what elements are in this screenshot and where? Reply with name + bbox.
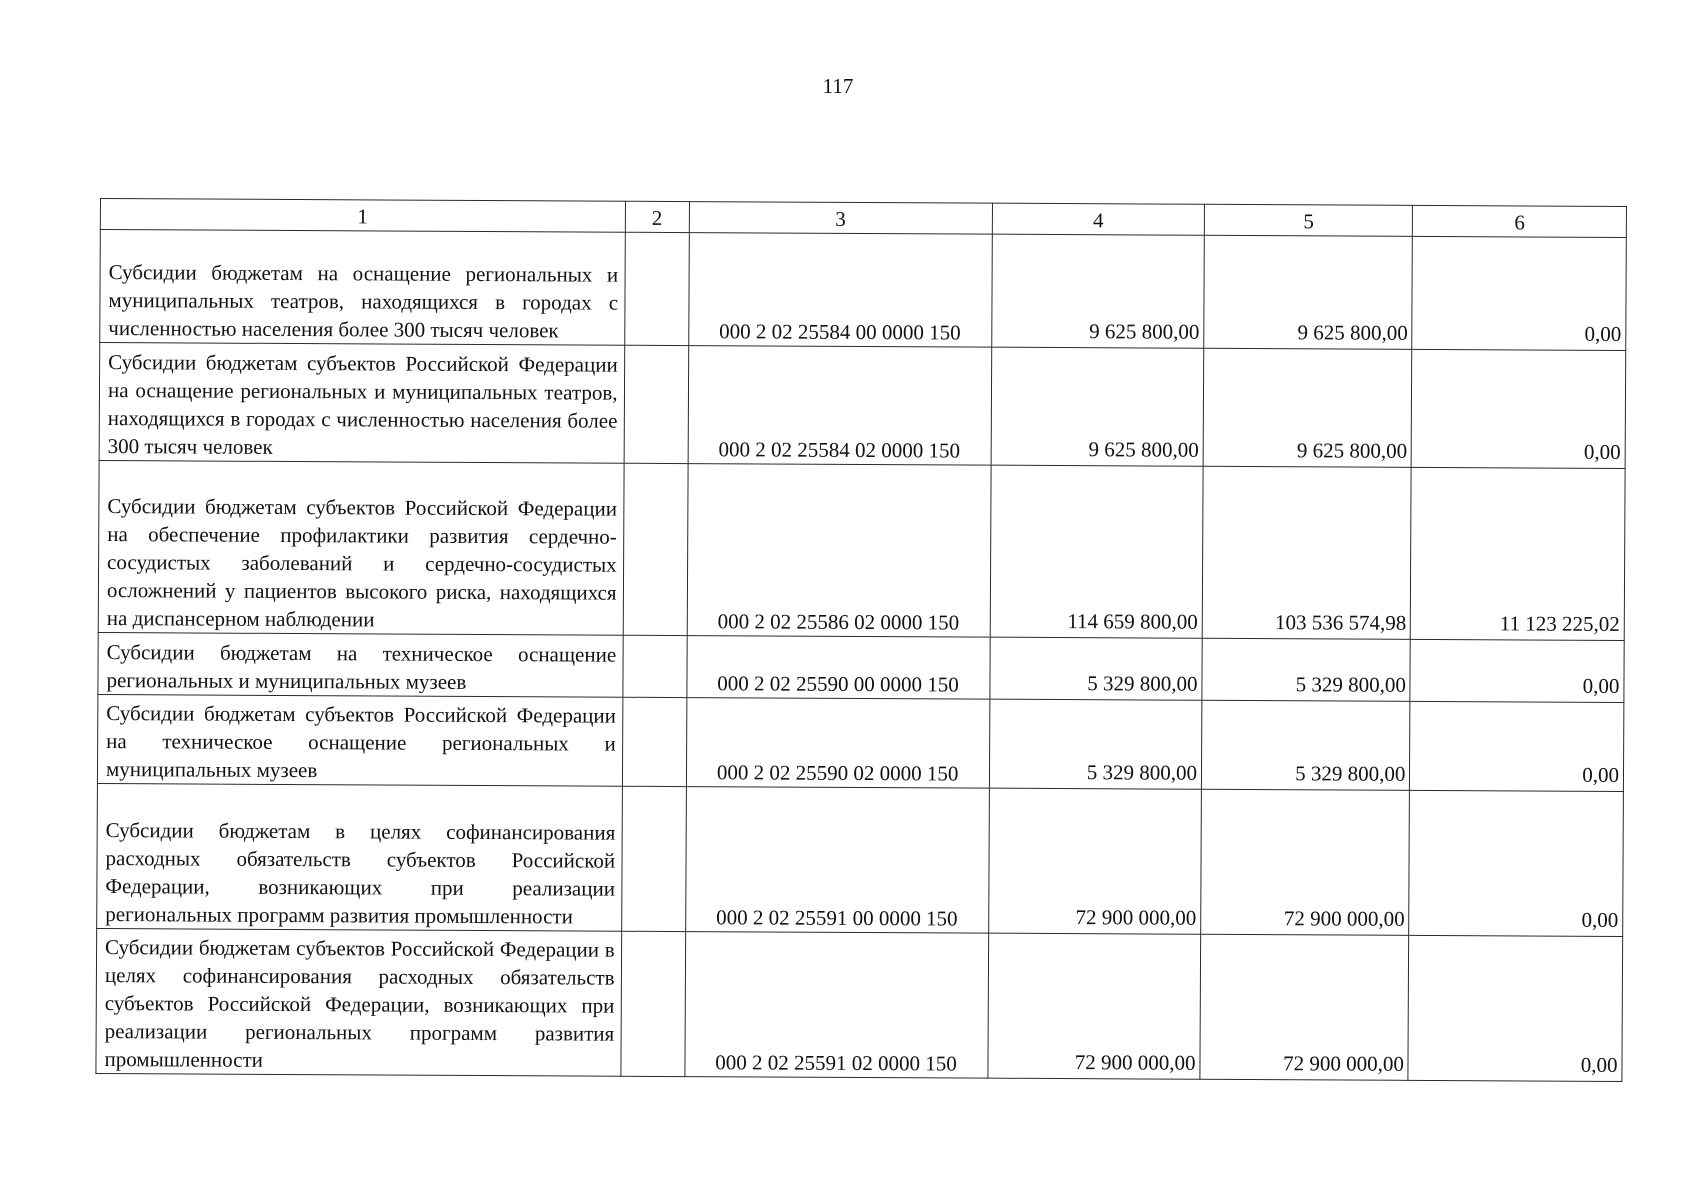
row-col2 (624, 345, 689, 463)
row-col6: 0,00 (1412, 349, 1626, 468)
row-name: Субсидии бюджетам на техническое оснащение региональных и муниципальных музеев (98, 632, 623, 697)
row-col2 (623, 463, 688, 635)
row-col2 (624, 232, 689, 345)
budget-table (95, 198, 1627, 1082)
row-code: 000 2 02 25584 00 0000 150 (688, 233, 992, 348)
row-col5: 9 625 800,00 (1203, 348, 1412, 467)
row-col6: 0,00 (1412, 236, 1626, 350)
table-row (98, 460, 1625, 640)
row-name: Субсидии бюджетам на оснащение региональных и муниципальных театров, находящихся в городах с численностью населения более 300 тысяч человек (100, 230, 625, 346)
row-code: 000 2 02 25584 02 0000 150 (688, 346, 992, 466)
row-code: 000 2 02 25590 00 0000 150 (687, 636, 990, 700)
column-header-6: 6 (1413, 205, 1627, 237)
row-col2 (622, 697, 687, 786)
row-code: 000 2 02 25591 00 0000 150 (685, 787, 989, 934)
row-name: Субсидии бюджетам в целях софинансирования расходных обязательств субъектов Российской Федерации, возникающих при реализации региональных программ развития промышленности (97, 783, 622, 931)
row-col4: 9 625 800,00 (991, 347, 1204, 466)
row-col4: 5 329 800,00 (989, 699, 1202, 789)
column-header-4: 4 (992, 203, 1205, 235)
row-col5: 5 329 800,00 (1202, 638, 1411, 701)
column-header-1: 1 (100, 199, 625, 233)
row-code: 000 2 02 25586 02 0000 150 (687, 464, 991, 638)
row-col4: 72 900 000,00 (988, 788, 1201, 934)
row-name: Субсидии бюджетам субъектов Российской Федерации на техническое оснащение региональных и муниципальных музеев (97, 694, 622, 786)
row-col6: 0,00 (1410, 639, 1624, 702)
table-body (96, 230, 1626, 1082)
row-col6: 0,00 (1408, 935, 1622, 1081)
row-col5: 5 329 800,00 (1201, 700, 1410, 790)
row-col4: 72 900 000,00 (987, 933, 1200, 1079)
table-row (98, 632, 1624, 702)
row-col5: 72 900 000,00 (1200, 934, 1409, 1080)
table-row (100, 230, 1627, 351)
table-row (99, 343, 1626, 469)
row-col4: 9 625 800,00 (991, 234, 1204, 348)
row-col4: 114 659 800,00 (990, 465, 1203, 638)
row-col2 (622, 635, 686, 697)
row-col6: 0,00 (1409, 790, 1623, 936)
row-col6: 11 123 225,02 (1411, 467, 1625, 640)
table-row (97, 694, 1623, 791)
row-col5: 9 625 800,00 (1204, 235, 1413, 349)
row-name: Субсидии бюджетам субъектов Российской Федерации на оснащение региональных и муниципальных театров, находящихся в городах с численностью населения более 300 тысяч человек (99, 343, 624, 464)
column-header-2: 2 (625, 201, 689, 232)
row-col5: 72 900 000,00 (1201, 789, 1410, 935)
row-name: Субсидии бюджетам субъектов Российской Федерации на обеспечение профилактики развития сердечно-сосудистых заболеваний и сердечно-сосудистых осложнений у пациентов высокого риска, находящихся на диспансерном наблюдении (98, 460, 623, 635)
column-header-3: 3 (689, 202, 992, 235)
row-col2 (621, 931, 686, 1076)
column-header-5: 5 (1204, 204, 1413, 236)
row-col2 (621, 786, 686, 931)
table-row (97, 783, 1624, 936)
row-col6: 0,00 (1410, 701, 1624, 791)
row-code: 000 2 02 25590 02 0000 150 (686, 698, 989, 789)
row-col4: 5 329 800,00 (989, 637, 1202, 700)
row-name: Субсидии бюджетам субъектов Российской Федерации в целях софинансирования расходных обязательств субъектов Российской Федерации, возникающих при реализации региональных программ развития промышленности (96, 928, 621, 1076)
page-number: 117 (822, 74, 854, 98)
row-col5: 103 536 574,98 (1202, 466, 1411, 639)
table-row (96, 928, 1623, 1081)
row-code: 000 2 02 25591 02 0000 150 (685, 932, 989, 1079)
